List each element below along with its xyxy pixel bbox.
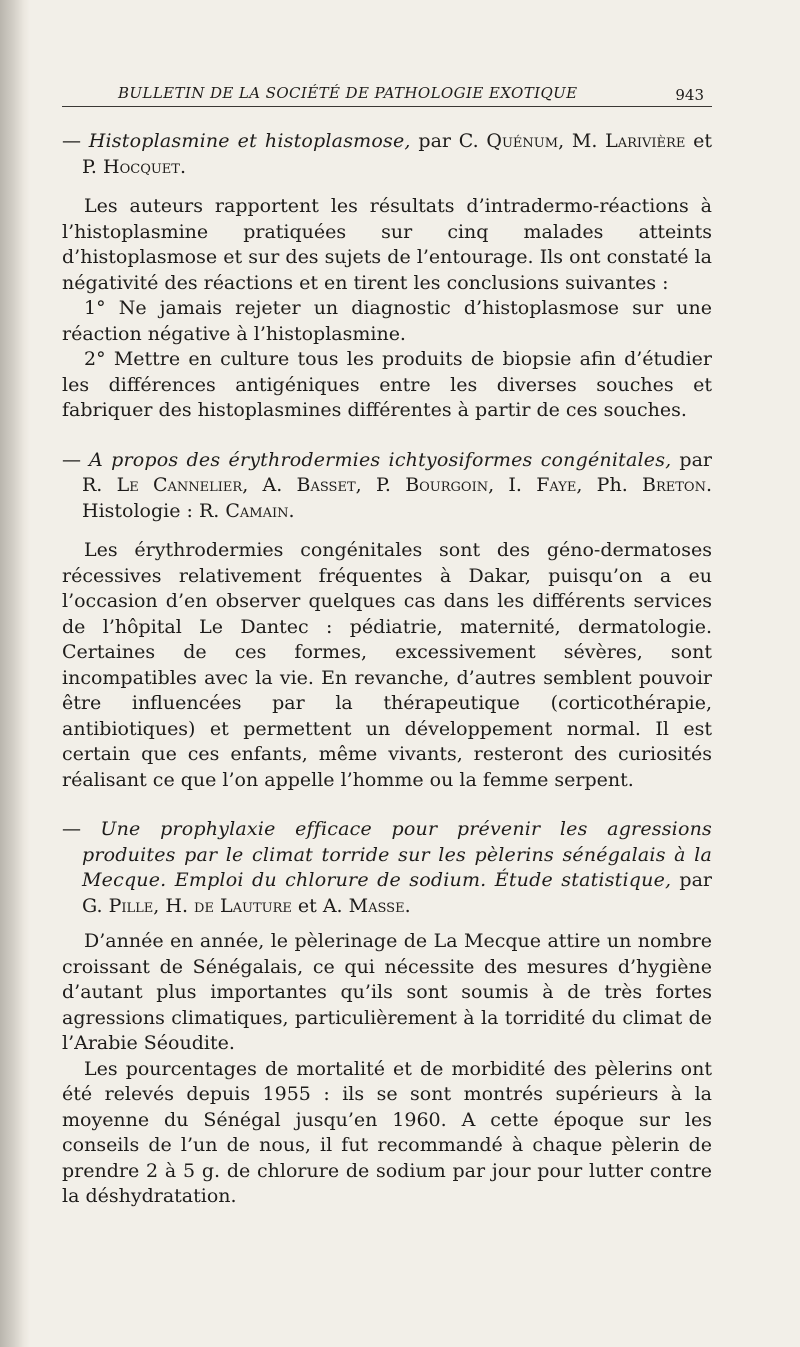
author: R. Camain.: [198, 499, 295, 522]
paragraph: Les auteurs rapportent les résultats d’intradermo-réactions à l’histoplasmine pratiquées sur cinq malades atteints d’histoplasmose et sur des sujets de l’entourage. Ils ont constaté la négativité des réactions et en tirent les conclusions suivantes :: [62, 195, 712, 294]
author: G. Pille,: [82, 894, 166, 917]
journal-page: [62, 80, 712, 1210]
author: A. Basset,: [262, 474, 376, 496]
article-title-italic: Histoplasmine et histoplasmose,: [88, 130, 411, 152]
paragraph: Les pourcentages de mortalité et de morbidité des pèlerins ont été relevés depuis 1955 : ils se sont montrés supérieurs à la moyenne du Sénégal jusqu’en 1960. A cette époque sur les conseils de l’un de nous, il fut recommandé à chaque pèlerin de prendre 2 à 5 g. de chlorure de sodium par jour pour lutter contre la déshydratation.: [62, 1057, 712, 1207]
paragraph: D’année en année, le pèlerinage de La Mecque attire un nombre croissant de Sénégalais, ce qui nécessite des mesures d’hygiène d’autant plus importantes qu’ils sont soumis à de très fortes agressions climatiques, particulièrement à la torridité du climat de l’Arabie Séoudite.: [62, 930, 712, 1054]
author: M. Larivière et: [571, 130, 712, 152]
author: C. Quénum,: [458, 130, 572, 152]
article-title: — A propos des érythrodermies ichtyosiformes congénitales, par R. Le Cannelier, A. Basset, P. Bourgoin, I. Faye, Ph. Breton. Histologie : R. Camain.: [62, 448, 712, 522]
author: R. Le Cannelier,: [82, 474, 263, 496]
article-title-italic: A propos des érythrodermies ichtyosiformes congénitales,: [89, 448, 672, 471]
paragraph: Les érythrodermies congénitales sont des géno-dermatoses récessives relativement fréquentes à Dakar, puisqu’on a eu l’occasion d’en observer quelques cas dans les différents services de l’hôpital Le Dantec : pédiatrie, maternité, dermatologie. Certaines de ces formes, excessivement sévères, sont incompatibles avec la vie. En revanche, d’autres semblent pouvoir être influencées par la thérapeutique (corticothérapie, antibiotiques) et permettent un développement normal. Il est certain que ces enfants, même vivants, resteront des curiosités réalisant ce que l’on appelle l’homme ou la femme serpent.: [62, 539, 712, 791]
book-spine-shadow: [0, 0, 30, 1347]
author: I. Faye,: [508, 474, 597, 496]
running-header: [62, 80, 712, 107]
article-histoplasmine: [62, 129, 712, 424]
article-erythrodermies: [62, 448, 712, 794]
article-title: — Une prophylaxie efficace pour prévenir les agressions produites par le climat torride sur les pèlerins sénégalais à la Mecque. Emploi du chlorure de sodium. Étude statistique, par G. Pille, H. de Lauture et A. Masse.: [62, 818, 712, 917]
article-title-italic: Une prophylaxie efficace pour prévenir les agressions produites par le climat torride sur les pèlerins sénégalais à la Mecque. Emploi du chlorure de sodium. Étude statistique,: [82, 818, 712, 891]
author: A. Masse.: [322, 894, 411, 917]
paragraph: 1° Ne jamais rejeter un diagnostic d’histoplasmose sur une réaction négative à l’histoplasmine.: [62, 297, 712, 345]
article-prophylaxie: [62, 817, 712, 1210]
histology-label: Histologie :: [82, 499, 199, 522]
paragraph: 2° Mettre en culture tous les produits de biopsie afin d’étudier les différences antigéniques entre les diverses souches et fabriquer des histoplasmines différentes à partir de ces souches.: [62, 348, 712, 421]
author: P. Hocquet.: [82, 155, 187, 178]
author: Ph. Breton.: [596, 474, 712, 496]
author: H. de Lauture et: [165, 894, 323, 917]
article-title: — Histoplasmine et histoplasmose, par C. Quénum, M. Larivière et P. Hocquet.: [62, 130, 712, 178]
running-title: BULLETIN DE LA SOCIÉTÉ DE PATHOLOGIE EXOTIQUE: [118, 84, 578, 102]
author: P. Bourgoin,: [375, 474, 509, 496]
page-number: 943: [675, 86, 704, 104]
